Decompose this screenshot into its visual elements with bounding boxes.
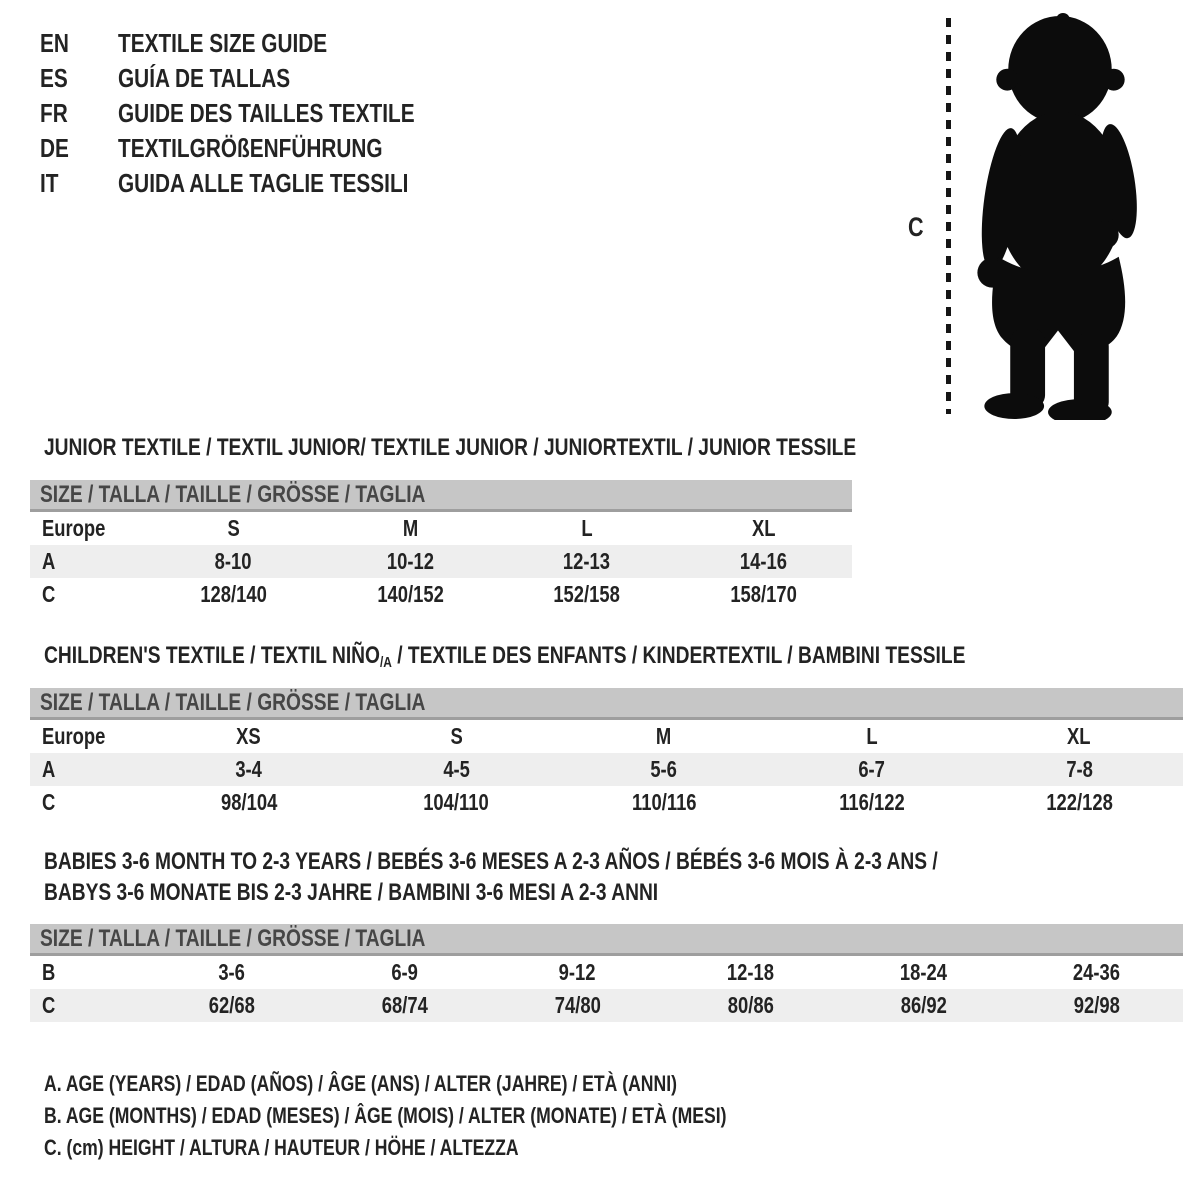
table-cell: 3-6: [218, 959, 245, 985]
row-label: Europe: [42, 723, 106, 749]
table-row-age-years: [30, 753, 1183, 786]
table-cell: 92/98: [1073, 992, 1120, 1018]
legend: [44, 1068, 897, 1164]
children-size-table: [30, 688, 1183, 819]
language-label: TEXTILGRÖßENFÜHRUNG: [118, 133, 383, 163]
language-row-fr: [40, 96, 489, 131]
table-cell: 128/140: [200, 581, 267, 607]
table-cell: 4-5: [443, 756, 470, 782]
title-subscript: /A: [379, 655, 392, 672]
table-cell: 80/86: [727, 992, 774, 1018]
language-row-de: [40, 131, 489, 166]
size-header-bar: SIZE / TALLA / TAILLE / GRÖSSE / TAGLIA: [30, 924, 1183, 956]
language-row-it: [40, 166, 489, 201]
table-cell: 12-18: [726, 959, 775, 985]
language-code: EN: [40, 28, 69, 58]
row-label: A: [42, 756, 56, 782]
table-row-height: [30, 989, 1183, 1022]
table-cell: XL: [1067, 723, 1091, 749]
table-cell: 98/104: [220, 789, 277, 815]
height-measure-dashed-line: [946, 18, 951, 414]
table-cell: 110/116: [631, 789, 697, 815]
size-header-bar: SIZE / TALLA / TAILLE / GRÖSSE / TAGLIA: [30, 688, 1183, 720]
table-cell: 8-10: [214, 548, 252, 574]
table-cell: 68/74: [381, 992, 428, 1018]
language-label: TEXTILE SIZE GUIDE: [118, 28, 328, 58]
table-cell: M: [402, 515, 418, 541]
height-measure-label: C: [907, 212, 924, 242]
table-cell: 152/158: [553, 581, 621, 607]
legend-line-b: B. AGE (MONTHS) / EDAD (MESES) / ÂGE (MOIS) / ALTER (MONATE) / ETÀ (MESI): [44, 1103, 727, 1128]
table-cell: S: [450, 723, 463, 749]
table-row-height: [30, 578, 852, 611]
size-header-bar: SIZE / TALLA / TAILLE / GRÖSSE / TAGLIA: [30, 480, 852, 512]
table-cell: XS: [236, 723, 262, 749]
language-list: [40, 26, 489, 201]
table-cell: 140/152: [376, 581, 444, 607]
table-cell: 6-9: [391, 959, 418, 985]
title-text: / TEXTILE DES ENFANTS / KINDERTEXTIL / BAMBINI TESSILE: [391, 642, 966, 669]
table-row-europe: [30, 512, 852, 545]
language-code: IT: [40, 168, 59, 198]
table-cell: 24-36: [1072, 959, 1121, 985]
table-row-age-years: [30, 545, 852, 578]
title-line-2: BABYS 3-6 MONATE BIS 2-3 JAHRE / BAMBINI 3-6 MESI A 2-3 ANNI: [44, 879, 659, 906]
row-label: C: [42, 789, 56, 815]
row-label: A: [42, 548, 56, 574]
table-cell: 116/122: [838, 789, 905, 815]
table-cell: 122/128: [1045, 789, 1113, 815]
table-cell: 86/92: [900, 992, 947, 1018]
language-label: GUÍA DE TALLAS: [118, 63, 291, 93]
table-cell: 5-6: [650, 756, 678, 782]
table-cell: XL: [751, 515, 776, 541]
table-row-europe: [30, 720, 1183, 753]
table-cell: 74/80: [554, 992, 601, 1018]
table-cell: 12-13: [563, 548, 611, 574]
language-code: FR: [40, 98, 68, 128]
language-row-es: [40, 61, 489, 96]
table-cell: 14-16: [740, 548, 788, 574]
title-text: CHILDREN'S TEXTILE / TEXTIL NIÑO: [44, 642, 380, 669]
language-code: DE: [40, 133, 69, 163]
junior-size-table: [30, 480, 852, 611]
table-cell: 6-7: [858, 756, 885, 782]
babies-section-title: [44, 846, 1161, 908]
table-cell: 18-24: [899, 959, 948, 985]
legend-line-a: A. AGE (YEARS) / EDAD (AÑOS) / ÂGE (ANS) / ALTER (JAHRE) / ETÀ (ANNI): [44, 1071, 677, 1096]
language-row-en: [40, 26, 489, 61]
table-row-height: [30, 786, 1183, 819]
table-cell: 104/110: [423, 789, 490, 815]
table-cell: 7-8: [1065, 756, 1093, 782]
row-label: C: [42, 581, 56, 607]
children-section-title: [44, 640, 1196, 679]
table-cell: L: [581, 515, 593, 541]
table-cell: 158/170: [730, 581, 797, 607]
table-cell: M: [656, 723, 672, 749]
table-cell: L: [865, 723, 878, 749]
table-cell: 62/68: [208, 992, 255, 1018]
row-label: B: [42, 959, 56, 985]
row-label: C: [42, 992, 56, 1018]
junior-section-title: JUNIOR TEXTILE / TEXTIL JUNIOR/ TEXTILE JUNIOR / JUNIORTEXTIL / JUNIOR TESSILE: [44, 434, 857, 461]
legend-line-c: C. (cm) HEIGHT / ALTURA / HAUTEUR / HÖHE / ALTEZZA: [44, 1135, 519, 1160]
table-cell: S: [227, 515, 240, 541]
language-label: GUIDE DES TAILLES TEXTILE: [118, 98, 415, 128]
table-cell: 3-4: [235, 756, 263, 782]
toddler-silhouette-icon: [962, 12, 1154, 420]
table-row-age-months: [30, 956, 1183, 989]
table-cell: 10-12: [386, 548, 434, 574]
babies-size-table: [30, 924, 1183, 1022]
row-label: Europe: [42, 515, 106, 541]
table-cell: 9-12: [559, 959, 596, 985]
language-code: ES: [40, 63, 68, 93]
title-line-1: BABIES 3-6 MONTH TO 2-3 YEARS / BEBÉS 3-6 MESES A 2-3 AÑOS / BÉBÉS 3-6 MOIS À 2-3 ANS /: [44, 848, 938, 875]
language-label: GUIDA ALLE TAGLIE TESSILI: [118, 168, 409, 198]
